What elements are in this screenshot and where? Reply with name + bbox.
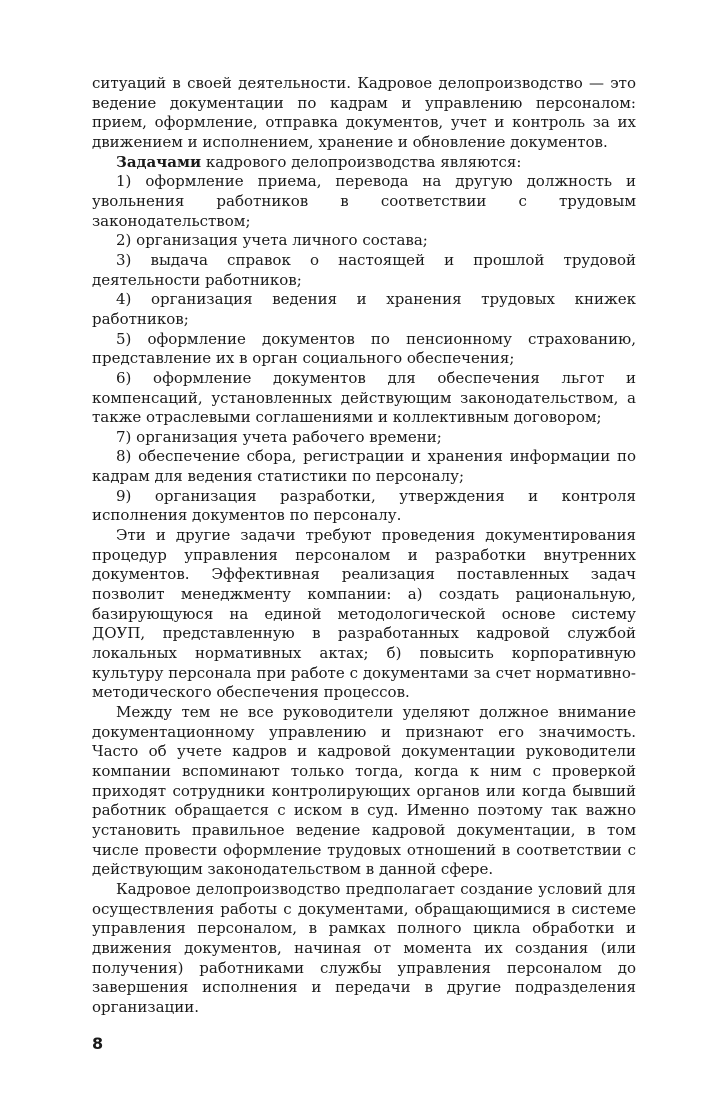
task-item: 6) оформление документов для обеспечения льгот и компенсаций, установленных действующим законодательством, а также отраслевыми соглашениями и коллективным договором; [92, 368, 636, 427]
intro-continuation-paragraph: ситуаций в своей деятельности. Кадровое делопроизводство — это ведение документации по кадрам и управлению персоналом: прием, оформление, отправка документов, учет и контроль за их движением и исполнением, хранение и обновление документов. [92, 74, 636, 151]
task-item: 2) организация учета личного состава; [116, 231, 428, 250]
task-item: 4) организация ведения и хранения трудовых книжек работников; [92, 290, 636, 328]
body-text [92, 74, 636, 1018]
body-paragraph: Между тем не все руководители уделяют должное внимание документационному управлению и признают его значимость. Часто об учете кадров и кадровой документации руководители компании вспоминают только тогда, когда к ним с проверкой приходят сотрудники контролирующих органов или когда бывший работник обращается с иском в суд. Именно поэтому так важно установить правильное ведение кадровой документации, в том числе провести оформление трудовых отношений в соответствии с действующим законодательством в данной сфере. [92, 703, 636, 879]
page-number: 8 [92, 1034, 104, 1053]
tasks-bold-term: Задачами [116, 152, 202, 171]
task-item: 1) оформление приема, перевода на другую должность и увольнения работников в соответствии с трудовым законодательством; [92, 172, 636, 230]
task-item: 9) организация разработки, утверждения и контроля исполнения документов по персоналу. [92, 486, 636, 525]
body-paragraph: Эти и другие задачи требуют проведения документирования процедур управления персоналом и разработки внутренних документов. Эффективная реализация поставленных задач позволит менеджменту компании: а) создать рациональную, базирующуюся на единой методологической основе систему ДОУП, представленную в разработанных кадровой службой локальных нормативных актах; б) повысить корпоративную культуру персонала при работе с документами за счет нормативно-методического обеспечения процессов. [92, 526, 636, 702]
tasks-intro-text: кадрового делопроизводства являются: [201, 152, 522, 171]
task-item: 5) оформление документов по пенсионному страхованию, представление их в орган социального обеспечения; [92, 329, 636, 368]
task-item: 8) обеспечение сбора, регистрации и хранения информации по кадрам для ведения статистики по персоналу; [92, 447, 636, 486]
task-item: 7) организация учета рабочего времени; [116, 427, 442, 446]
tasks-heading-paragraph [92, 153, 636, 173]
body-paragraph: Кадровое делопроизводство предполагает создание условий для осуществления работы с документами, обращающимися в системе управления персоналом, в рамках полного цикла обработки и движения документов, начиная от момента их создания (или получения) работниками службы управления персоналом до завершения исполнения и передачи в другие подразделения организации. [92, 879, 636, 1016]
task-item: 3) выдача справок о настоящей и прошлой трудовой деятельности работников; [92, 250, 636, 289]
